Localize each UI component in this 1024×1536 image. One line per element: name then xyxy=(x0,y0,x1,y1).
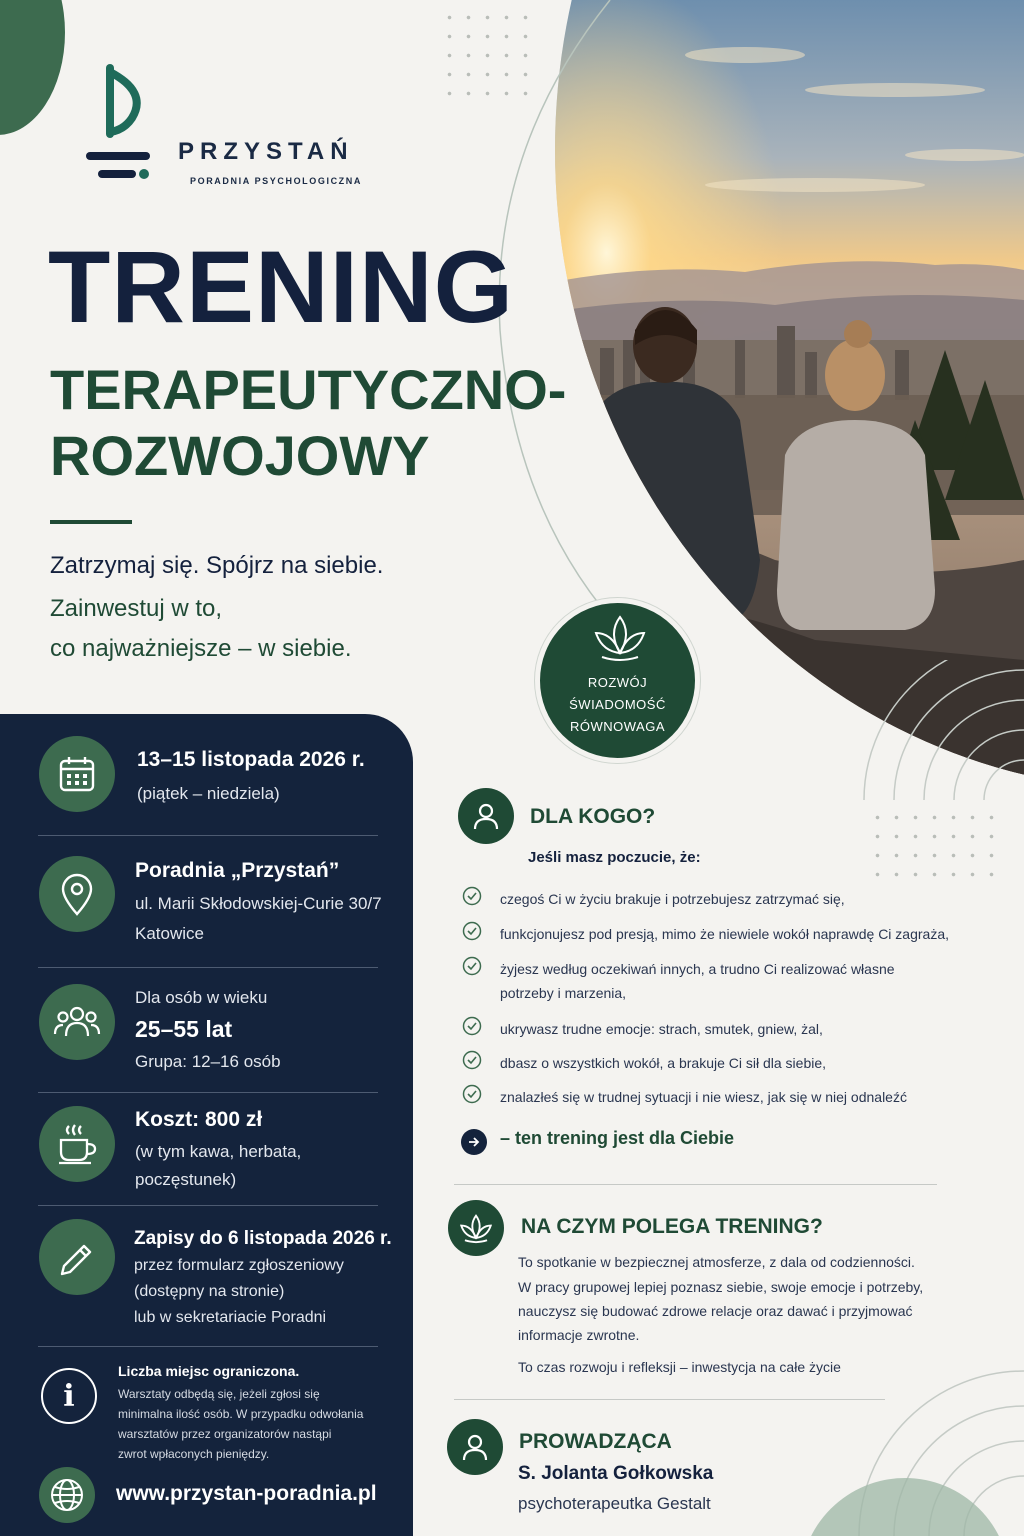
who-icon-wrap xyxy=(458,788,514,844)
list-item-text: ukrywasz trudne emocje: strach, smutek, gniew, żal, xyxy=(500,1021,823,1037)
who-lead: Jeśli masz poczucie, że: xyxy=(528,849,701,866)
lotus-icon xyxy=(458,1212,494,1244)
check-circle-icon xyxy=(462,1050,482,1070)
cost-includes-2: poczęstunek) xyxy=(135,1170,237,1189)
notice-line-1: Warsztaty odbędą się, jeżeli zgłosi się xyxy=(118,1387,320,1401)
website-link[interactable]: www.przystan-poradnia.pl xyxy=(116,1482,377,1505)
check-circle-icon xyxy=(462,886,482,906)
group-icon-wrap xyxy=(39,984,115,1060)
badge-value-3: RÓWNOWAGA xyxy=(569,719,665,734)
title-line-3: ROZWOJOWY xyxy=(50,424,430,487)
notice-line-2: minimalna ilość osób. W przypadku odwołania xyxy=(118,1407,364,1421)
cost-includes-1: (w tym kawa, herbata, xyxy=(135,1142,302,1161)
about-line-2: W pracy grupowej lepiej poznasz siebie, swoje emocje i potrzeby, xyxy=(518,1279,924,1295)
location-pin-icon xyxy=(57,872,97,916)
tagline-line-1: Zatrzymaj się. Spójrz na siebie. xyxy=(50,552,384,579)
badge-value-2: ŚWIADOMOŚĆ xyxy=(569,697,666,712)
cost-amount: Koszt: 800 zł xyxy=(135,1108,263,1131)
info-icon: i xyxy=(41,1368,97,1424)
info-divider xyxy=(38,1205,378,1206)
globe-icon-wrap xyxy=(39,1467,95,1523)
arrow-right-icon xyxy=(461,1129,487,1155)
about-title: NA CZYM POLEGA TRENING? xyxy=(521,1215,823,1238)
section-divider xyxy=(454,1399,885,1400)
calendar-icon-wrap xyxy=(39,736,115,812)
brand-name: PRZYSTAŃ xyxy=(178,138,354,165)
notice-line-3: warsztatów przez organizatorów nastąpi xyxy=(118,1427,332,1441)
coffee-cup-icon xyxy=(55,1122,99,1166)
list-item-text: dbasz o wszystkich wokół, a brakuje Ci sił dla siebie, xyxy=(500,1055,827,1071)
dot-pattern-right xyxy=(868,808,1008,888)
title-line-1: TRENING xyxy=(48,230,514,344)
group-icon xyxy=(53,1002,101,1042)
event-date: 13–15 listopada 2026 r. xyxy=(137,748,365,771)
ring-decoration-upper xyxy=(850,660,1024,800)
event-days: (piątek – niedziela) xyxy=(137,784,280,803)
check-circle-icon xyxy=(462,1016,482,1036)
audience-age: 25–55 lat xyxy=(135,1016,233,1042)
venue-name: Poradnia „Przystań” xyxy=(135,859,340,882)
pencil-icon-wrap xyxy=(39,1219,115,1295)
about-icon-wrap xyxy=(448,1200,504,1256)
list-item-text: czegoś Ci w życiu brakuje i potrzebujesz zatrzymać się, xyxy=(500,891,845,907)
about-line-1: To spotkanie w bezpiecznej atmosferze, z dala od codzienności. xyxy=(518,1254,915,1270)
notice-line-4: zwrot wpłaconych pieniędzy. xyxy=(118,1447,270,1461)
lecturer-title: PROWADZĄCA xyxy=(519,1430,672,1453)
list-item-text: znalazłeś się w trudnej sytuacji i nie wiesz, jak się w niej odnaleźć xyxy=(500,1089,907,1105)
info-divider xyxy=(38,967,378,968)
audience-label: Dla osób w wieku xyxy=(135,988,268,1007)
check-circle-icon xyxy=(462,921,482,941)
corner-decoration xyxy=(0,0,65,135)
location-icon-wrap xyxy=(39,856,115,932)
logo-icon xyxy=(84,64,154,186)
signup-method-2: (dostępny na stronie) xyxy=(134,1283,285,1300)
pencil-icon xyxy=(56,1236,98,1278)
about-line-4: informacje zwrotne. xyxy=(518,1327,640,1343)
signup-method-1: przez formularz zgłoszeniowy xyxy=(134,1257,344,1274)
title-divider xyxy=(50,520,132,524)
about-line-3: nauczysz się budować zdrowe relacje oraz dawać i przyjmować xyxy=(518,1303,913,1319)
badge-value-1: ROZWÓJ xyxy=(587,675,648,690)
who-conclusion: – ten trening jest dla Ciebie xyxy=(500,1128,735,1148)
tagline-line-3: co najważniejsze – w siebie. xyxy=(50,635,352,662)
person-icon xyxy=(471,801,501,831)
signup-deadline: Zapisy do 6 listopada 2026 r. xyxy=(134,1228,392,1249)
tagline-line-2: Zainwestuj w to, xyxy=(50,595,223,622)
coffee-icon-wrap xyxy=(39,1106,115,1182)
list-item-text: funkcjonujesz pod presją, mimo że niewiele wokół naprawdę Ci zagraża, xyxy=(500,926,950,942)
values-badge xyxy=(535,598,700,763)
info-divider xyxy=(38,835,378,836)
person-icon xyxy=(460,1432,490,1462)
signup-method-3: lub w sekretariacie Poradni xyxy=(134,1309,327,1326)
section-divider xyxy=(454,1184,937,1185)
lecturer-role: psychoterapeutka Gestalt xyxy=(518,1494,711,1513)
notice-title: Liczba miejsc ograniczona. xyxy=(118,1363,300,1379)
brand-subtitle: PORADNIA PSYCHOLOGICZNA xyxy=(190,176,362,186)
about-line-5: To czas rozwoju i refleksji – inwestycja na całe życie xyxy=(518,1359,841,1375)
lotus-icon xyxy=(592,611,648,663)
lecturer-name: S. Jolanta Gołkowska xyxy=(518,1463,714,1484)
group-size: Grupa: 12–16 osób xyxy=(135,1052,281,1071)
info-divider xyxy=(38,1092,378,1093)
dot-pattern-top xyxy=(440,8,540,98)
title-line-2: TERAPEUTYCZNO- xyxy=(50,358,567,421)
check-circle-icon xyxy=(462,956,482,976)
check-circle-icon xyxy=(462,1084,482,1104)
globe-icon xyxy=(49,1477,85,1513)
venue-street: ul. Marii Skłodowskiej-Curie 30/7 xyxy=(135,894,382,913)
venue-city: Katowice xyxy=(135,924,204,943)
lecturer-icon-wrap xyxy=(447,1419,503,1475)
who-title: DLA KOGO? xyxy=(530,805,656,828)
calendar-icon xyxy=(57,754,97,794)
list-item-text: żyjesz według oczekiwań innych, a trudno Ci realizować własne potrzeby i marzenia, xyxy=(500,961,895,1001)
info-divider xyxy=(38,1346,378,1347)
